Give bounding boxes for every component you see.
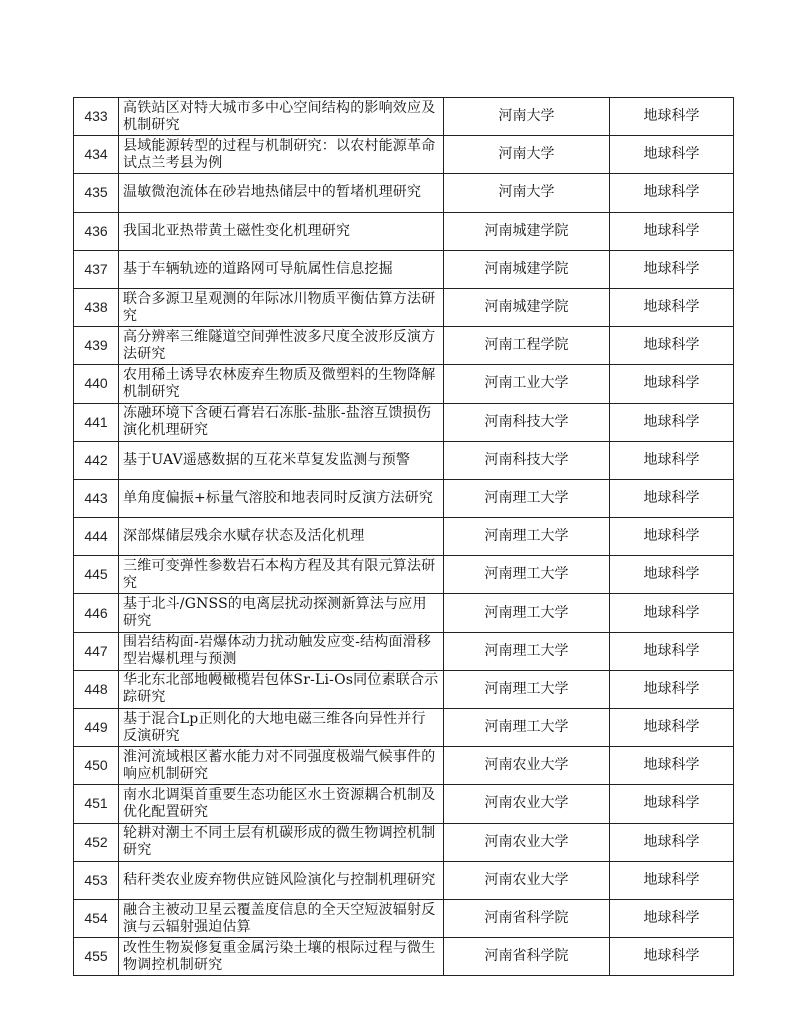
project-title: 围岩结构面-岩爆体动力扰动触发应变-结构面滑移型岩爆机理与预测 [119,632,444,670]
project-title: 三维可变弹性参数岩石本构方程及其有限元算法研究 [119,556,444,594]
project-title: 农用稀土诱导农林废弃生物质及微塑料的生物降解机制研究 [119,365,444,403]
discipline-name: 地球科学 [610,479,734,517]
table-row [74,288,734,326]
table-row [74,518,734,556]
table-row [74,938,734,976]
institution-name: 河南省科学院 [444,938,610,976]
row-number: 448 [74,670,119,708]
table-row [74,98,734,136]
institution-name: 河南农业大学 [444,747,610,785]
project-title: 温敏微泡流体在砂岩地热储层中的暂堵机理研究 [119,174,444,212]
project-title: 华北东北部地幔橄榄岩包体Sr-Li-Os同位素联合示踪研究 [119,670,444,708]
table-row [74,403,734,441]
row-number: 444 [74,518,119,556]
row-number: 439 [74,327,119,365]
project-title: 基于北斗/GNSS的电离层扰动探测新算法与应用研究 [119,594,444,632]
institution-name: 河南工业大学 [444,365,610,403]
table-row [74,327,734,365]
project-table [73,97,734,976]
project-title: 高分辨率三维隧道空间弹性波多尺度全波形反演方法研究 [119,327,444,365]
project-title: 联合多源卫星观测的年际冰川物质平衡估算方法研究 [119,288,444,326]
institution-name: 河南大学 [444,98,610,136]
table-row [74,747,734,785]
row-number: 440 [74,365,119,403]
row-number: 438 [74,288,119,326]
institution-name: 河南科技大学 [444,441,610,479]
row-number: 445 [74,556,119,594]
table-row [74,441,734,479]
row-number: 452 [74,823,119,861]
institution-name: 河南农业大学 [444,861,610,899]
institution-name: 河南农业大学 [444,823,610,861]
institution-name: 河南理工大学 [444,709,610,747]
institution-name: 河南理工大学 [444,556,610,594]
table-row [74,670,734,708]
table-row [74,594,734,632]
project-title: 淮河流域根区蓄水能力对不同强度极端气候事件的响应机制研究 [119,747,444,785]
table-row [74,250,734,288]
discipline-name: 地球科学 [610,785,734,823]
discipline-name: 地球科学 [610,747,734,785]
project-title: 改性生物炭修复重金属污染土壤的根际过程与微生物调控机制研究 [119,938,444,976]
discipline-name: 地球科学 [610,98,734,136]
discipline-name: 地球科学 [610,365,734,403]
project-title: 我国北亚热带黄土磁性变化机理研究 [119,212,444,250]
table-row [74,861,734,899]
project-title: 融合主被动卫星云覆盖度信息的全天空短波辐射反演与云辐射强迫估算 [119,899,444,937]
row-number: 436 [74,212,119,250]
table-row [74,709,734,747]
discipline-name: 地球科学 [610,861,734,899]
table-row [74,212,734,250]
discipline-name: 地球科学 [610,441,734,479]
discipline-name: 地球科学 [610,174,734,212]
discipline-name: 地球科学 [610,403,734,441]
row-number: 443 [74,479,119,517]
institution-name: 河南理工大学 [444,632,610,670]
discipline-name: 地球科学 [610,899,734,937]
table-row [74,823,734,861]
table-row [74,174,734,212]
project-title: 单角度偏振+标量气溶胶和地表同时反演方法研究 [119,479,444,517]
discipline-name: 地球科学 [610,212,734,250]
institution-name: 河南理工大学 [444,594,610,632]
discipline-name: 地球科学 [610,327,734,365]
table-row [74,136,734,174]
institution-name: 河南农业大学 [444,785,610,823]
row-number: 454 [74,899,119,937]
project-title: 基于车辆轨迹的道路网可导航属性信息挖掘 [119,250,444,288]
table-row [74,479,734,517]
project-title: 轮耕对潮土不同土层有机碳形成的微生物调控机制研究 [119,823,444,861]
table-row [74,556,734,594]
discipline-name: 地球科学 [610,594,734,632]
row-number: 451 [74,785,119,823]
institution-name: 河南大学 [444,174,610,212]
discipline-name: 地球科学 [610,709,734,747]
discipline-name: 地球科学 [610,823,734,861]
institution-name: 河南省科学院 [444,899,610,937]
institution-name: 河南大学 [444,136,610,174]
institution-name: 河南工程学院 [444,327,610,365]
project-title: 县域能源转型的过程与机制研究：以农村能源革命试点兰考县为例 [119,136,444,174]
row-number: 435 [74,174,119,212]
institution-name: 河南科技大学 [444,403,610,441]
project-title: 南水北调渠首重要生态功能区水土资源耦合机制及优化配置研究 [119,785,444,823]
row-number: 441 [74,403,119,441]
row-number: 447 [74,632,119,670]
row-number: 455 [74,938,119,976]
discipline-name: 地球科学 [610,556,734,594]
discipline-name: 地球科学 [610,938,734,976]
row-number: 433 [74,98,119,136]
discipline-name: 地球科学 [610,632,734,670]
row-number: 437 [74,250,119,288]
institution-name: 河南理工大学 [444,670,610,708]
discipline-name: 地球科学 [610,518,734,556]
discipline-name: 地球科学 [610,250,734,288]
row-number: 446 [74,594,119,632]
row-number: 449 [74,709,119,747]
table-row [74,899,734,937]
project-title: 深部煤储层残余水赋存状态及活化机理 [119,518,444,556]
institution-name: 河南城建学院 [444,250,610,288]
institution-name: 河南城建学院 [444,212,610,250]
row-number: 434 [74,136,119,174]
institution-name: 河南理工大学 [444,518,610,556]
row-number: 450 [74,747,119,785]
project-title: 高铁站区对特大城市多中心空间结构的影响效应及机制研究 [119,98,444,136]
row-number: 453 [74,861,119,899]
project-title: 冻融环境下含硬石膏岩石冻胀-盐胀-盐溶互馈损伤演化机理研究 [119,403,444,441]
row-number: 442 [74,441,119,479]
institution-name: 河南理工大学 [444,479,610,517]
project-table-body [74,98,734,976]
table-row [74,632,734,670]
project-title: 基于混合Lp正则化的大地电磁三维各向异性并行反演研究 [119,709,444,747]
project-title: 秸秆类农业废弃物供应链风险演化与控制机理研究 [119,861,444,899]
discipline-name: 地球科学 [610,670,734,708]
table-row [74,365,734,403]
table-row [74,785,734,823]
discipline-name: 地球科学 [610,288,734,326]
discipline-name: 地球科学 [610,136,734,174]
institution-name: 河南城建学院 [444,288,610,326]
project-title: 基于UAV遥感数据的互花米草复发监测与预警 [119,441,444,479]
